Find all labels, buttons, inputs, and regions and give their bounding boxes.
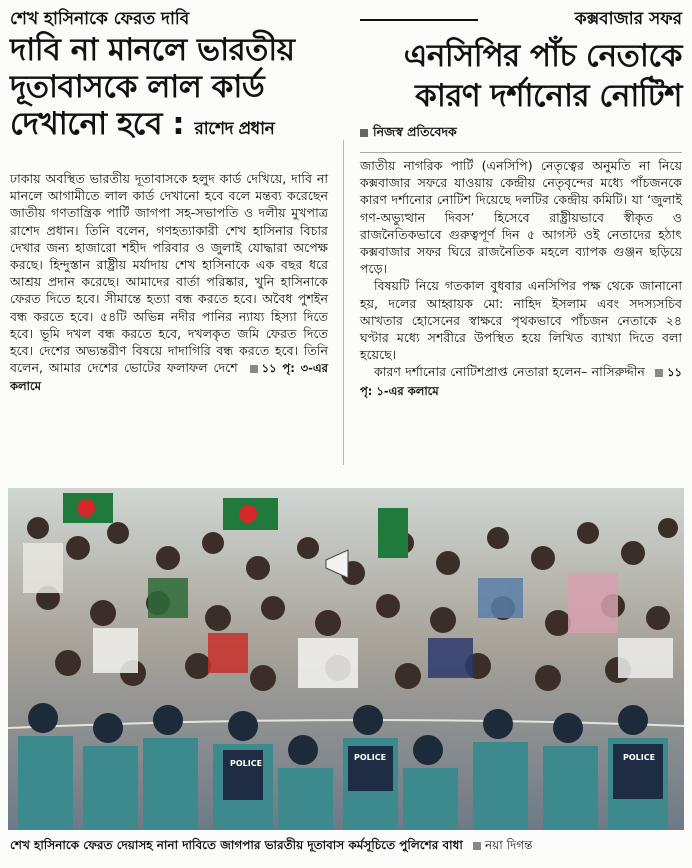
left-headline	[10, 32, 328, 148]
police-vest-label: POLICE	[230, 759, 263, 768]
reporter-square-icon	[360, 129, 368, 137]
protest-photo-illustration	[8, 488, 684, 830]
column-divider	[343, 140, 344, 465]
photo-caption: শেখ হাসিনাকে ফেরত দেয়াসহ নানা দাবিতে জাগপার ভারতীয় দূতাবাস কর্মসূচিতে পুলিশের বাধা	[10, 838, 463, 852]
left-paragraph-text: ঢাকায় অবস্থিত ভারতীয় দূতাবাসকে হলুদ কার্ড দেখিয়ে, দাবি না মানলে আগামীতে লাল কার্ড দেখানো হবে বলে মন্তব্য করেছেন জাতীয় গণতান্ত্রিক পার্টি জাগপা সহ-সভাপতি ও দলীয় মুখপাত্র রাশেদ প্রধান। তিনি বলেন, গণহত্যাকারী শেখ হাসিনার বিচার দেখার জন্য হাজারো শহীদ পরিবার ও জুলাই যোদ্ধারা অপেক্ষ করছে। হিন্দুস্তান রাষ্ট্রীয় মর্যাদায় শেখ হাসিনাকে এক বছর ধরে আশ্রয় প্রদান করেছে। আমাদের বার্তা পরিষ্কার, খুনি হাসিনাকে ফেরত দিতে হবে। সীমান্তে হত্যা বন্ধ করতে হবে। অবৈধ পুশইন বন্ধ করতে হবে। ৫৪টি অভিন্ন নদীর পানির ন্যায্য হিস্যা দিতে হবে। ভূমি দখল বন্ধ করতে হবে, দখলকৃত জমি ফেরত দিতে হবে। দেশের অভ্যন্তরীণ বিষয়ে দাদাগিরি বন্ধ করতে হবে। তিনি বলেন, আমার দেশের ভোটের ফলাফল দেশে	[10, 171, 328, 376]
left-continuation[interactable]: ১১ পৃ: ৩-এর কলামে	[10, 361, 328, 394]
reporter-line	[360, 124, 682, 144]
photo-credit: নয়া দিগন্ত	[485, 838, 533, 852]
left-headline-text: দাবি না মানলে ভারতীয় দূতাবাসকে লাল কার্ড দেখানো হবে :	[10, 32, 295, 142]
right-continuation[interactable]: ১১ পৃ: ১-এর কলামে	[360, 365, 682, 398]
caption-separator-icon	[473, 842, 481, 850]
right-kicker-row	[360, 8, 682, 30]
right-paragraph-3	[360, 363, 682, 399]
photo-caption-row	[10, 837, 686, 857]
right-kicker: কক্সবাজার সফর	[574, 9, 682, 29]
right-paragraph-1: জাতীয় নাগরিক পার্টি (এনসিপি) নেতৃত্বের অনুমতি না নিয়ে কক্সবাজার সফরে যাওয়ায় কেন্দ্রীয় নেতৃবৃন্দের মধ্যে পাঁচজনকে কারণ দর্শানোর নোটিশ দিয়েছে দলটির কেন্দ্রীয় কমিটি। যা ‘জুলাই গণ-অভ্যুত্থান দিবস’ হিসেবে রাষ্ট্রীয়ভাবে স্বীকৃত ও রাজনৈতিকভাবে গুরুত্বপূর্ণ দিন ৫ আগস্ট ওই নেতাদের হঠাৎ কক্সবাজার সফর ঘিরে রাজনৈতিক মহলে ব্যাপক গুঞ্জন ছড়িয়ে পড়ে।	[360, 158, 682, 277]
continuation-marker-icon	[655, 369, 663, 377]
left-byline: রাশেদ প্রধান	[194, 119, 275, 139]
news-photo	[8, 488, 684, 830]
left-paragraph	[10, 170, 328, 396]
kicker-rule	[360, 19, 478, 21]
continuation-marker-icon	[250, 365, 258, 373]
left-body	[10, 170, 328, 396]
right-body	[360, 152, 682, 400]
police-vest-label: POLICE	[354, 753, 387, 762]
right-paragraph-3-text: কারণ দর্শানোর নোটিশপ্রাপ্ত নেতারা হলেন– নাসিরুদ্দীন	[374, 364, 645, 380]
police-vest-label: POLICE	[623, 753, 656, 762]
left-kicker: শেখ হাসিনাকে ফেরত দাবি	[10, 9, 190, 29]
reporter-name: নিজস্ব প্রতিবেদক	[373, 124, 457, 139]
right-paragraph-2: বিষয়টি নিয়ে গতকাল বুধবার এনসিপির পক্ষ থেকে জানানো হয়, দলের আহ্বায়ক মো: নাহিদ ইসলাম এবং সদস্যসচিব আখতার হোসেনের স্বাক্ষরে পৃথকভাবে পাঁচজন নেতাকে ২৪ ঘণ্টার মধ্যে সশরীরে উপস্থিত হয়ে লিখিত ব্যাখ্যা দিতে বলা হয়েছে।	[360, 278, 682, 363]
left-article	[10, 8, 328, 396]
right-article	[360, 8, 682, 400]
right-headline: এনসিপির পাঁচ নেতাকে কারণ দর্শানোর নোটিশ	[403, 38, 682, 114]
